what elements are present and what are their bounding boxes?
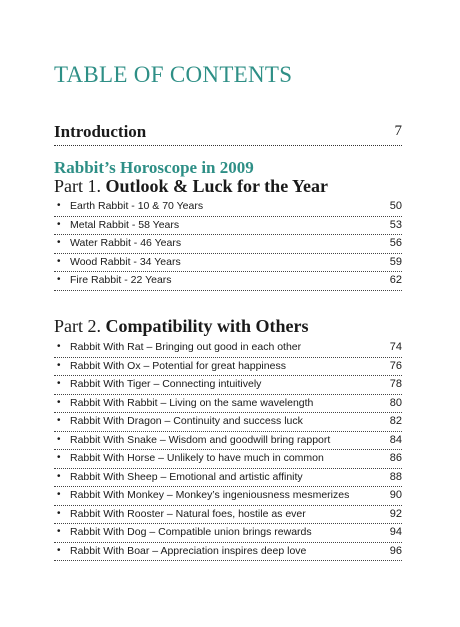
toc-entry-page: 78 [389,378,402,390]
part2-list [54,339,402,561]
part2-heading [54,316,309,337]
bullet-icon: • [57,526,61,537]
toc-entry-label: Water Rabbit - 46 Years [70,237,182,249]
toc-entry-page: 7 [394,123,402,139]
bullet-icon: • [57,378,61,389]
toc-entry-page: 56 [389,237,402,249]
toc-entry-label: Metal Rabbit - 58 Years [70,218,180,231]
toc-entry-page: 76 [389,359,402,372]
toc-entry-label: Earth Rabbit - 10 & 70 Years [70,200,204,212]
toc-entry-page: 90 [389,489,402,501]
toc-entry-label: Rabbit With Snake – Wisdom and goodwill bring rapport [70,433,331,446]
toc-entry[interactable] [54,198,402,217]
part2-title: Compatibility with Others [105,316,309,336]
bullet-icon: • [57,200,61,211]
part1-prefix: Part 1. [54,176,101,196]
toc-entry-page: 53 [389,218,402,231]
toc-entry-page: 62 [389,274,402,286]
bullet-icon: • [57,489,61,500]
toc-entry[interactable] [54,217,402,236]
bullet-icon: • [57,396,61,408]
toc-entry[interactable] [54,413,402,432]
toc-entry[interactable] [54,432,402,451]
toc-entry-page: 50 [389,200,402,212]
toc-entry-page: 80 [389,396,402,409]
toc-entry-label: Rabbit With Rooster – Natural foes, hostile as ever [70,507,306,520]
part2-prefix: Part 2. [54,316,101,336]
toc-entry-introduction[interactable] [54,122,402,146]
toc-entry[interactable] [54,395,402,414]
bullet-icon: • [57,433,61,445]
bullet-icon: • [57,255,61,267]
bullet-icon: • [57,218,61,230]
toc-entry-page: 82 [389,415,402,427]
bullet-icon: • [57,237,61,248]
toc-entry-label: Rabbit With Boar – Appreciation inspires deep love [70,544,307,557]
toc-entry-label: Rabbit With Dog – Compatible union brings rewards [70,526,312,538]
toc-entry[interactable] [54,339,402,358]
bullet-icon: • [57,507,61,519]
toc-entry-label: Rabbit With Monkey – Monkey’s ingeniousness mesmerizes [70,489,350,501]
part1-title: Outlook & Luck for the Year [105,176,328,196]
toc-entry[interactable] [54,235,402,254]
part1-heading [54,176,328,197]
toc-heading: TABLE OF CONTENTS [54,62,293,87]
bullet-icon: • [57,452,61,463]
bullet-icon: • [57,341,61,352]
toc-entry[interactable] [54,450,402,469]
toc-entry[interactable] [54,543,402,562]
bullet-icon: • [57,544,61,556]
bullet-icon: • [57,415,61,426]
section-title: Rabbit’s Horoscope in 2009 [54,158,254,177]
bullet-icon: • [57,359,61,371]
toc-entry[interactable] [54,469,402,488]
toc-entry[interactable] [54,272,402,291]
toc-entry-page: 74 [389,341,402,353]
toc-entry-label: Rabbit With Rat – Bringing out good in each other [70,341,302,353]
part1-list [54,198,402,291]
bullet-icon: • [57,470,61,482]
toc-entry-page: 96 [389,544,402,557]
toc-entry-page: 88 [389,470,402,483]
toc-entry-label: Rabbit With Tiger – Connecting intuitively [70,378,262,390]
toc-entry-label: Introduction [54,122,147,141]
toc-entry-page: 92 [389,507,402,520]
toc-entry-page: 94 [389,526,402,538]
toc-entry-page: 84 [389,433,402,446]
bullet-icon: • [57,274,61,285]
toc-entry-label: Rabbit With Dragon – Continuity and success luck [70,415,303,427]
toc-entry-label: Fire Rabbit - 22 Years [70,274,172,286]
toc-entry-label: Rabbit With Rabbit – Living on the same wavelength [70,396,314,409]
toc-entry-label: Rabbit With Horse – Unlikely to have much in common [70,452,324,464]
toc-entry-page: 59 [389,255,402,268]
toc-entry-page: 86 [389,452,402,464]
toc-entry[interactable] [54,254,402,273]
toc-entry[interactable] [54,358,402,377]
toc-entry[interactable] [54,376,402,395]
toc-entry-label: Rabbit With Sheep – Emotional and artistic affinity [70,470,303,483]
toc-entry[interactable] [54,506,402,525]
toc-entry[interactable] [54,524,402,543]
toc-entry-label: Rabbit With Ox – Potential for great happiness [70,359,286,372]
toc-entry-label: Wood Rabbit - 34 Years [70,255,181,268]
toc-entry[interactable] [54,487,402,506]
